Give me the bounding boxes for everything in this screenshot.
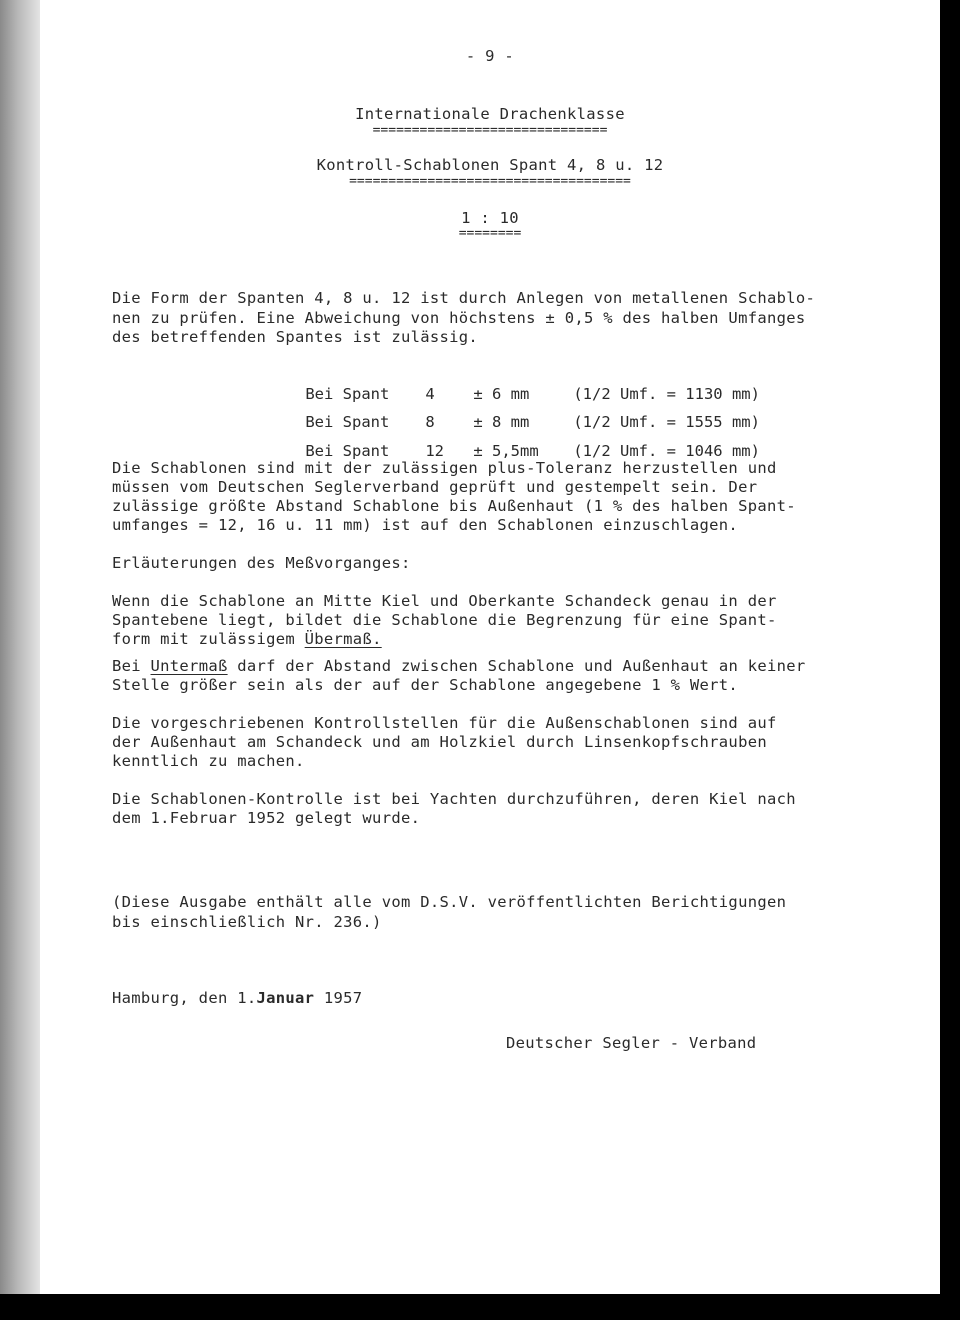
text-span: darf der Abstand zwischen Schablone und Außenhaut an keiner	[227, 657, 806, 675]
spant-number: 12	[425, 442, 444, 460]
text-line	[112, 629, 382, 649]
document-subtitle: Kontroll-Schablonen Spant 4, 8 u. 12	[316, 156, 664, 174]
text-line: der Außenhaut am Schandeck und am Holzkiel durch Linsenkopfschrauben	[112, 733, 767, 751]
spant-label: Bei Spant	[305, 442, 390, 460]
text-line: kenntlich zu machen.	[112, 752, 305, 770]
text-span: 1957	[314, 989, 363, 1007]
spant-circumference: (1/2 Umf. = 1555 mm)	[573, 413, 760, 431]
text-line: dem 1.Februar 1952 gelegt wurde.	[112, 809, 421, 827]
text-line: (Diese Ausgabe enthält alle vom D.S.V. veröffentlichten Berichtigungen	[112, 893, 787, 911]
text-line: nen zu prüfen. Eine Abweichung von höchstens ± 0,5 % des halben Umfanges	[112, 309, 806, 327]
erlaeuterung-heading: Erläuterungen des Meßvorganges:	[112, 554, 411, 572]
spant-tolerance: ± 6 mm	[473, 385, 530, 403]
document-title: Internationale Drachenklasse	[355, 105, 625, 123]
text-span: Bei	[112, 657, 151, 675]
text-line: Die vorgeschriebenen Kontrollstellen für die Außenschablonen sind auf	[112, 714, 777, 732]
text-line: Die Form der Spanten 4, 8 u. 12 ist durch Anlegen von metallenen Schablo-	[112, 289, 816, 307]
text-line	[112, 656, 806, 676]
text-line: Spantebene liegt, bildet die Schablone die Begrenzung für eine Spant-	[112, 611, 777, 629]
text-line: Die Schablonen-Kontrolle ist bei Yachten durchzuführen, deren Kiel nach	[112, 790, 796, 808]
text-line: des betreffenden Spantes ist zulässig.	[112, 328, 479, 346]
text-span: Hamburg, den 1.	[112, 989, 257, 1007]
spant-circumference: (1/2 Umf. = 1046 mm)	[573, 442, 760, 460]
spant-number: 4	[425, 385, 435, 403]
signature: Deutscher Segler - Verband	[506, 1034, 757, 1052]
untermass-term: Untermaß	[150, 657, 228, 675]
title-rule: ==============================	[372, 123, 608, 138]
spant-circumference: (1/2 Umf. = 1130 mm)	[573, 385, 760, 403]
place-date	[112, 988, 362, 1008]
text-span: form mit zulässigem	[112, 630, 305, 648]
subtitle-rule: ====================================	[349, 174, 631, 189]
scan-border-right	[940, 0, 960, 1320]
text-line: Wenn die Schablone an Mitte Kiel und Oberkante Schandeck genau in der	[112, 592, 777, 610]
scale-rule: ========	[458, 226, 522, 241]
spant-label: Bei Spant	[305, 413, 390, 431]
text-line: umfanges = 12, 16 u. 11 mm) ist auf den Schablonen einzuschlagen.	[112, 516, 739, 534]
text-line: müssen vom Deutschen Seglerverband geprüft und gestempelt sein. Der	[112, 478, 758, 496]
text-line: zulässige größte Abstand Schablone bis Außenhaut (1 % des halben Spant-	[112, 497, 796, 515]
text-line: Stelle größer sein als der auf der Schablone angegebene 1 % Wert.	[112, 676, 739, 694]
spant-number: 8	[425, 413, 435, 431]
scale-label: 1 : 10	[461, 209, 519, 227]
text-line: Die Schablonen sind mit der zulässigen plus-Toleranz herzustellen und	[112, 459, 777, 477]
month-bold: Januar	[256, 989, 315, 1007]
text-line: bis einschließlich Nr. 236.)	[112, 913, 382, 931]
page-number: - 9 -	[465, 47, 515, 65]
spant-tolerance: ± 8 mm	[473, 413, 530, 431]
uebermass-term: Übermaß.	[304, 630, 382, 648]
spant-tolerance: ± 5,5mm	[473, 442, 539, 460]
page-gutter-shadow	[0, 0, 40, 1295]
scan-border-bottom	[0, 1294, 960, 1320]
spant-label: Bei Spant	[305, 385, 390, 403]
